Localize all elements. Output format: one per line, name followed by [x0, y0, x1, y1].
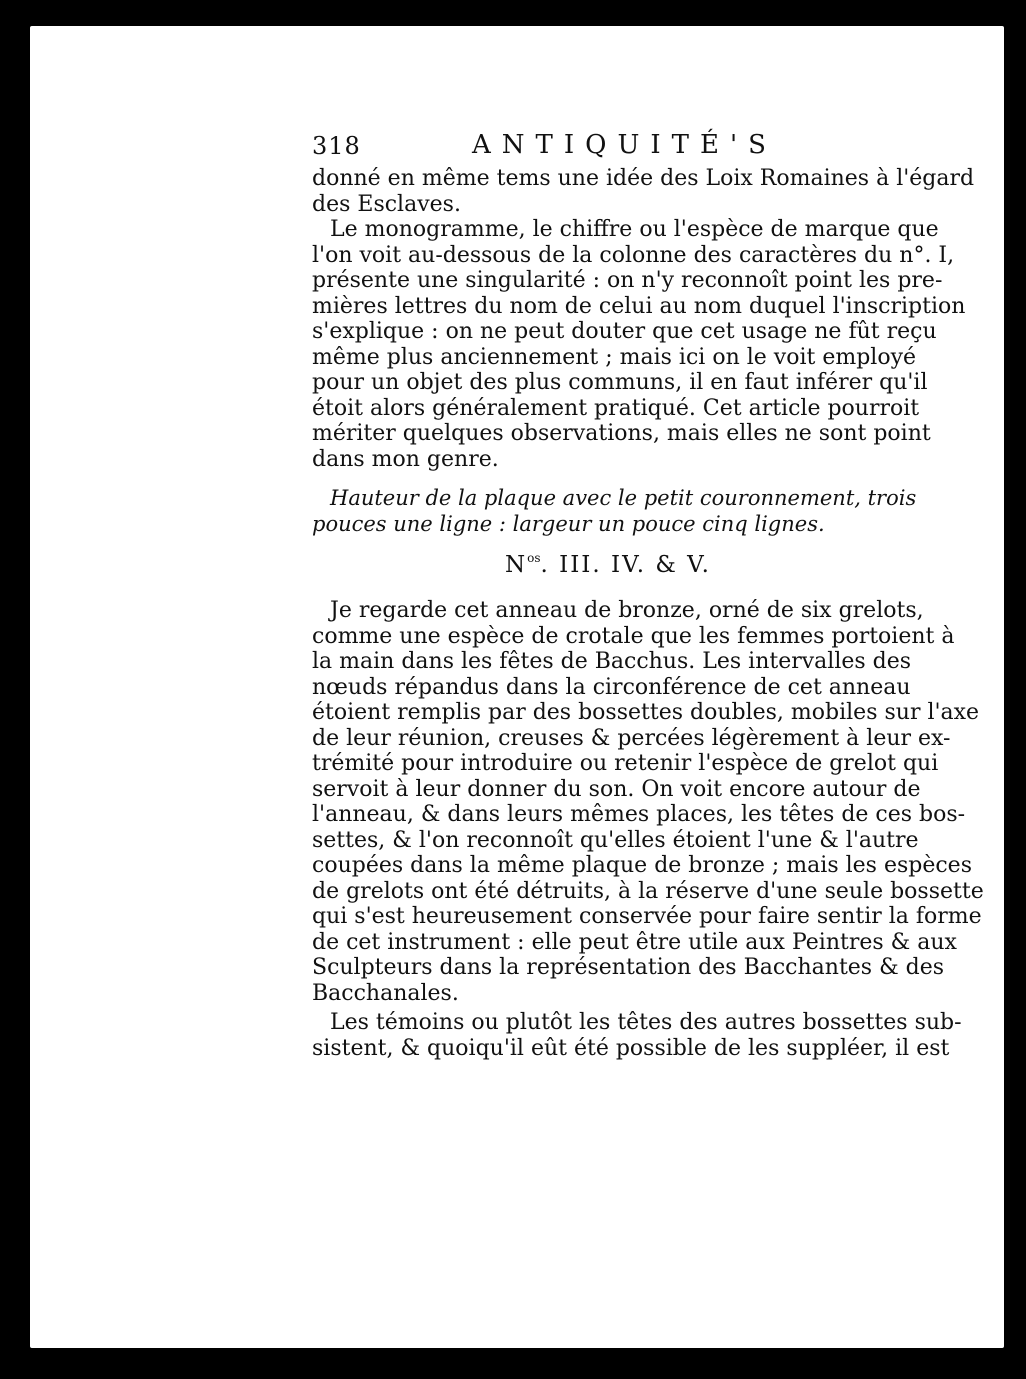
section-heading-prefix: N — [505, 552, 528, 578]
text-line: étoient remplis par des bossettes doubles, mobiles sur l'axe — [312, 700, 980, 725]
text-line: même plus anciennement ; mais ici on le voit employé — [312, 344, 917, 370]
dimensions-note — [312, 486, 917, 537]
text-line: présente une singularité : on n'y reconnoît point les pre- — [312, 268, 943, 293]
text-line: l'anneau, & dans leurs mêmes places, les têtes de ces bos- — [312, 802, 966, 827]
text-line: coupées dans la même plaque de bronze ; mais les espèces — [312, 853, 972, 878]
text-line: Les témoins ou plutôt les têtes des autres bossettes sub- — [330, 1010, 962, 1035]
text-line: étoit alors généralement pratiqué. Cet article pourroit — [312, 395, 920, 421]
text-line: de cet instrument : elle peut être utile aux Peintres & aux — [312, 929, 957, 955]
text-line: settes, & l'on reconnoît qu'elles étoient l'une & l'autre — [312, 827, 919, 853]
text-line: donné en même tems une idée des Loix Romaines à l'égard — [312, 166, 975, 191]
text-line: de grelots ont été détruits, à la réserve d'une seule bossette — [312, 878, 984, 904]
text-line: Bacchanales. — [312, 980, 459, 1006]
text-line: Je regarde cet anneau de bronze, orné de six grelots, — [330, 598, 924, 623]
section-heading — [312, 551, 884, 578]
text-line: de leur réunion, creuses & percées légèrement à leur ex- — [312, 725, 951, 751]
text-line: l'on voit au-dessous de la colonne des caractères du n°. I, — [312, 242, 955, 268]
section-heading-superscript: os — [527, 551, 541, 565]
text-line: qui s'est heureusement conservée pour faire sentir la forme — [312, 904, 982, 929]
text-line: Sculpteurs dans la représentation des Bacchantes & des — [312, 955, 945, 980]
section-heading-title: . III. IV. & V. — [540, 552, 711, 578]
text-line: mériter quelques observations, mais elles ne sont point — [312, 421, 931, 446]
paragraph-ring — [312, 598, 984, 1006]
text-line: trémité pour introduire ou retenir l'espèce de grelot qui — [312, 751, 939, 776]
text-block — [312, 126, 984, 1061]
text-line: pour un objet des plus communs, il en faut inférer qu'il — [312, 370, 928, 395]
page-number: 318 — [312, 132, 361, 160]
paragraph-continuation — [312, 166, 975, 217]
text-line: servoit à leur donner du son. On voit encore autour de — [312, 776, 921, 802]
text-line: pouces une ligne : largeur un pouce cinq lignes. — [312, 511, 825, 536]
text-line: dans mon genre. — [312, 446, 499, 472]
text-line: Le monogramme, le chiffre ou l'espèce de marque que — [330, 217, 939, 242]
text-line: la main dans les fêtes de Bacchus. Les intervalles des — [312, 649, 912, 674]
text-line: comme une espèce de crotale que les femmes portoient à — [312, 623, 955, 649]
text-line: s'explique : on ne peut douter que cet usage ne fût reçu — [312, 319, 937, 344]
paragraph-monogram — [312, 217, 966, 472]
running-title: ANTIQUITÉ'S — [472, 130, 777, 160]
running-head — [312, 126, 884, 166]
text-line: nœuds répandus dans la circonférence de cet anneau — [312, 674, 911, 700]
text-line: des Esclaves. — [312, 191, 461, 217]
text-line: mières lettres du nom de celui au nom duquel l'inscription — [312, 293, 966, 319]
paragraph-bossettes — [312, 1010, 962, 1061]
text-line: Hauteur de la plaque avec le petit couronnement, trois — [330, 486, 917, 510]
text-line: sistent, & quoiqu'il eût été possible de les suppléer, il est — [312, 1035, 950, 1061]
